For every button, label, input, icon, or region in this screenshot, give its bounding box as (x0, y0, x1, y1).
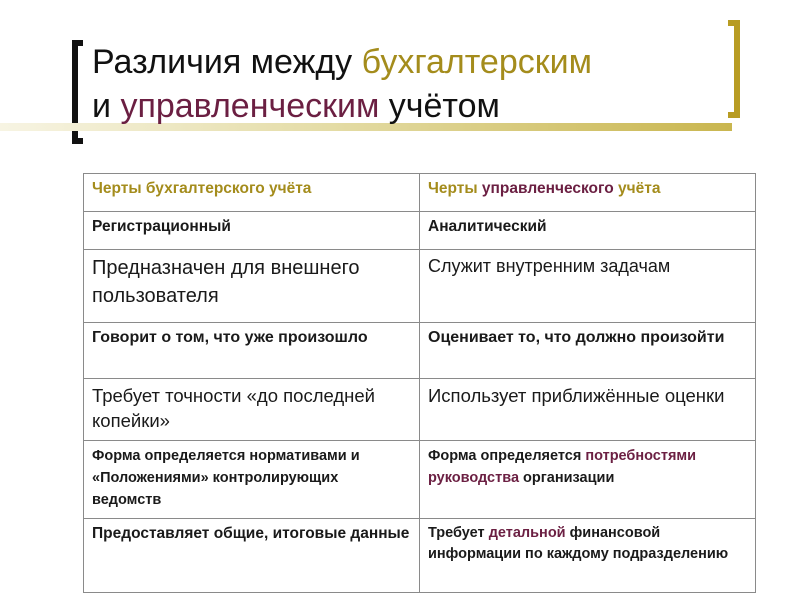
slide-title (92, 40, 732, 128)
header-managerial-text-1: Черты (428, 180, 482, 197)
cell-text: организации (519, 470, 615, 486)
table-row (84, 250, 756, 323)
header-accounting: Черты бухгалтерского учёта (84, 174, 420, 212)
cell-managerial (420, 519, 756, 593)
cell-managerial: Служит внутренним задачам (420, 250, 756, 323)
table-row (84, 441, 756, 519)
cell-text: Форма определяется (428, 448, 586, 464)
title-text-3: учётом (379, 87, 500, 125)
cell-text: Требует (428, 525, 489, 541)
cell-highlight: детальной (488, 525, 566, 541)
header-managerial-highlight: управленческого (481, 180, 614, 197)
table-row (84, 519, 756, 593)
comparison-table (83, 173, 756, 593)
table-header-row (84, 174, 756, 212)
table-row (84, 323, 756, 379)
cell-managerial: Оценивает то, что должно произойти (420, 323, 756, 379)
title-highlight-managerial: управленческим (120, 87, 380, 125)
table-row (84, 212, 756, 250)
header-managerial (420, 174, 756, 212)
header-managerial-text-2: учёта (613, 180, 661, 197)
cell-accounting: Предназначен для внешнего пользователя (84, 250, 420, 323)
cell-accounting: Регистрационный (84, 212, 420, 250)
cell-managerial (420, 441, 756, 519)
cell-managerial: Использует приближённые оценки (420, 379, 756, 441)
cell-highlight: потребностями руководства (428, 448, 697, 486)
title-highlight-accounting: бухгалтерским (361, 43, 592, 81)
cell-accounting: Предоставляет общие, итоговые данные (84, 519, 420, 593)
title-text-1: Различия между (92, 43, 362, 81)
cell-accounting: Форма определяется нормативами и «Положениями» контролирующих ведомств (84, 441, 420, 519)
cell-accounting: Говорит о том, что уже произошло (84, 323, 420, 379)
cell-managerial: Аналитический (420, 212, 756, 250)
title-text-2: и (92, 87, 121, 125)
table-row (84, 379, 756, 441)
cell-text: финансовой информации по каждому подразделению (428, 525, 729, 562)
cell-accounting: Требует точности «до последней копейки» (84, 379, 420, 441)
